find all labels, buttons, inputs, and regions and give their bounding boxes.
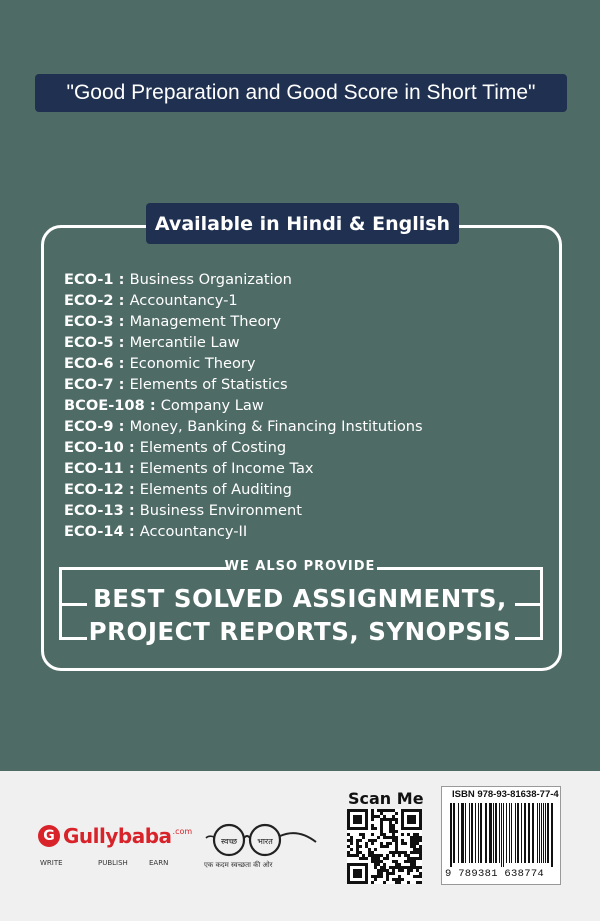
course-separator: : [113,271,130,288]
language-badge [146,203,459,244]
course-code: ECO-2 [64,292,114,309]
course-separator: : [113,313,130,330]
course-code: ECO-11 [64,460,124,477]
publisher-logo [38,824,192,848]
tagline-text: "Good Preparation and Good Score in Short Time" [66,81,536,104]
course-code: ECO-10 [64,439,124,456]
course-separator: : [123,523,140,540]
course-title: Economic Theory [129,355,256,372]
course-separator: : [123,460,140,477]
course-separator: : [123,502,140,519]
course-code: ECO-13 [64,502,124,519]
course-item [64,521,423,542]
course-item [64,458,423,479]
brand-tagline-earn: EARN [149,859,169,867]
course-title: Company Law [160,397,264,414]
swachh-caption: एक कदम स्वच्छता की ओर [204,861,273,869]
provide-line-2: PROJECT REPORTS, SYNOPSIS [88,617,512,646]
swachh-bharat-glasses-icon [203,822,319,862]
brand-tagline-publish: PUBLISH [98,859,128,867]
qr-code[interactable] [347,809,422,884]
publisher-logo-g-icon: G [38,825,60,847]
course-code: ECO-14 [64,523,124,540]
swachh-word: स्वच्छ [220,837,238,846]
publisher-brand-suffix: .com [172,826,193,836]
course-separator: : [113,334,130,351]
scan-me-label: Scan Me [348,789,424,808]
course-item [64,416,423,437]
course-separator: : [113,376,130,393]
course-title: Elements of Statistics [129,376,288,393]
course-item [64,269,423,290]
course-code: ECO-1 [64,271,114,288]
course-title: Accountancy-1 [129,292,238,309]
course-title: Elements of Income Tax [139,460,314,477]
course-title: Elements of Auditing [139,481,292,498]
course-title: Accountancy-II [139,523,248,540]
course-separator: : [144,397,161,414]
course-code: ECO-9 [64,418,114,435]
provide-heading: WE ALSO PROVIDE [224,559,376,574]
tagline-banner [35,74,567,112]
course-item [64,353,423,374]
brand-tagline-write: WRITE [40,859,63,867]
course-code: ECO-3 [64,313,114,330]
course-title: Money, Banking & Financing Institutions [129,418,423,435]
course-code: ECO-6 [64,355,114,372]
course-code: ECO-12 [64,481,124,498]
course-list [64,269,423,542]
course-separator: : [113,418,130,435]
course-item [64,500,423,521]
barcode-digits: 9 789381 638774 [445,868,545,880]
course-item [64,311,423,332]
course-title: Business Environment [139,502,302,519]
course-code: ECO-7 [64,376,114,393]
course-title: Management Theory [129,313,282,330]
isbn-text: ISBN 978-93-81638-77-4 [452,789,559,800]
course-separator: : [123,481,140,498]
course-item [64,395,423,416]
course-title: Business Organization [129,271,292,288]
bharat-word: भारत [257,837,273,846]
provide-line-1: BEST SOLVED ASSIGNMENTS, [93,584,507,613]
language-badge-text: Available in Hindi & English [154,212,451,235]
course-separator: : [123,439,140,456]
course-item [64,437,423,458]
course-title: Elements of Costing [139,439,287,456]
course-item [64,479,423,500]
course-code: BCOE-108 [64,397,145,414]
barcode-image [448,803,556,867]
course-item [64,332,423,353]
course-item [64,290,423,311]
course-separator: : [113,355,130,372]
course-separator: : [113,292,130,309]
course-item [64,374,423,395]
course-title: Mercantile Law [129,334,240,351]
course-code: ECO-5 [64,334,114,351]
publisher-brand-name: Gullybaba [63,824,172,848]
